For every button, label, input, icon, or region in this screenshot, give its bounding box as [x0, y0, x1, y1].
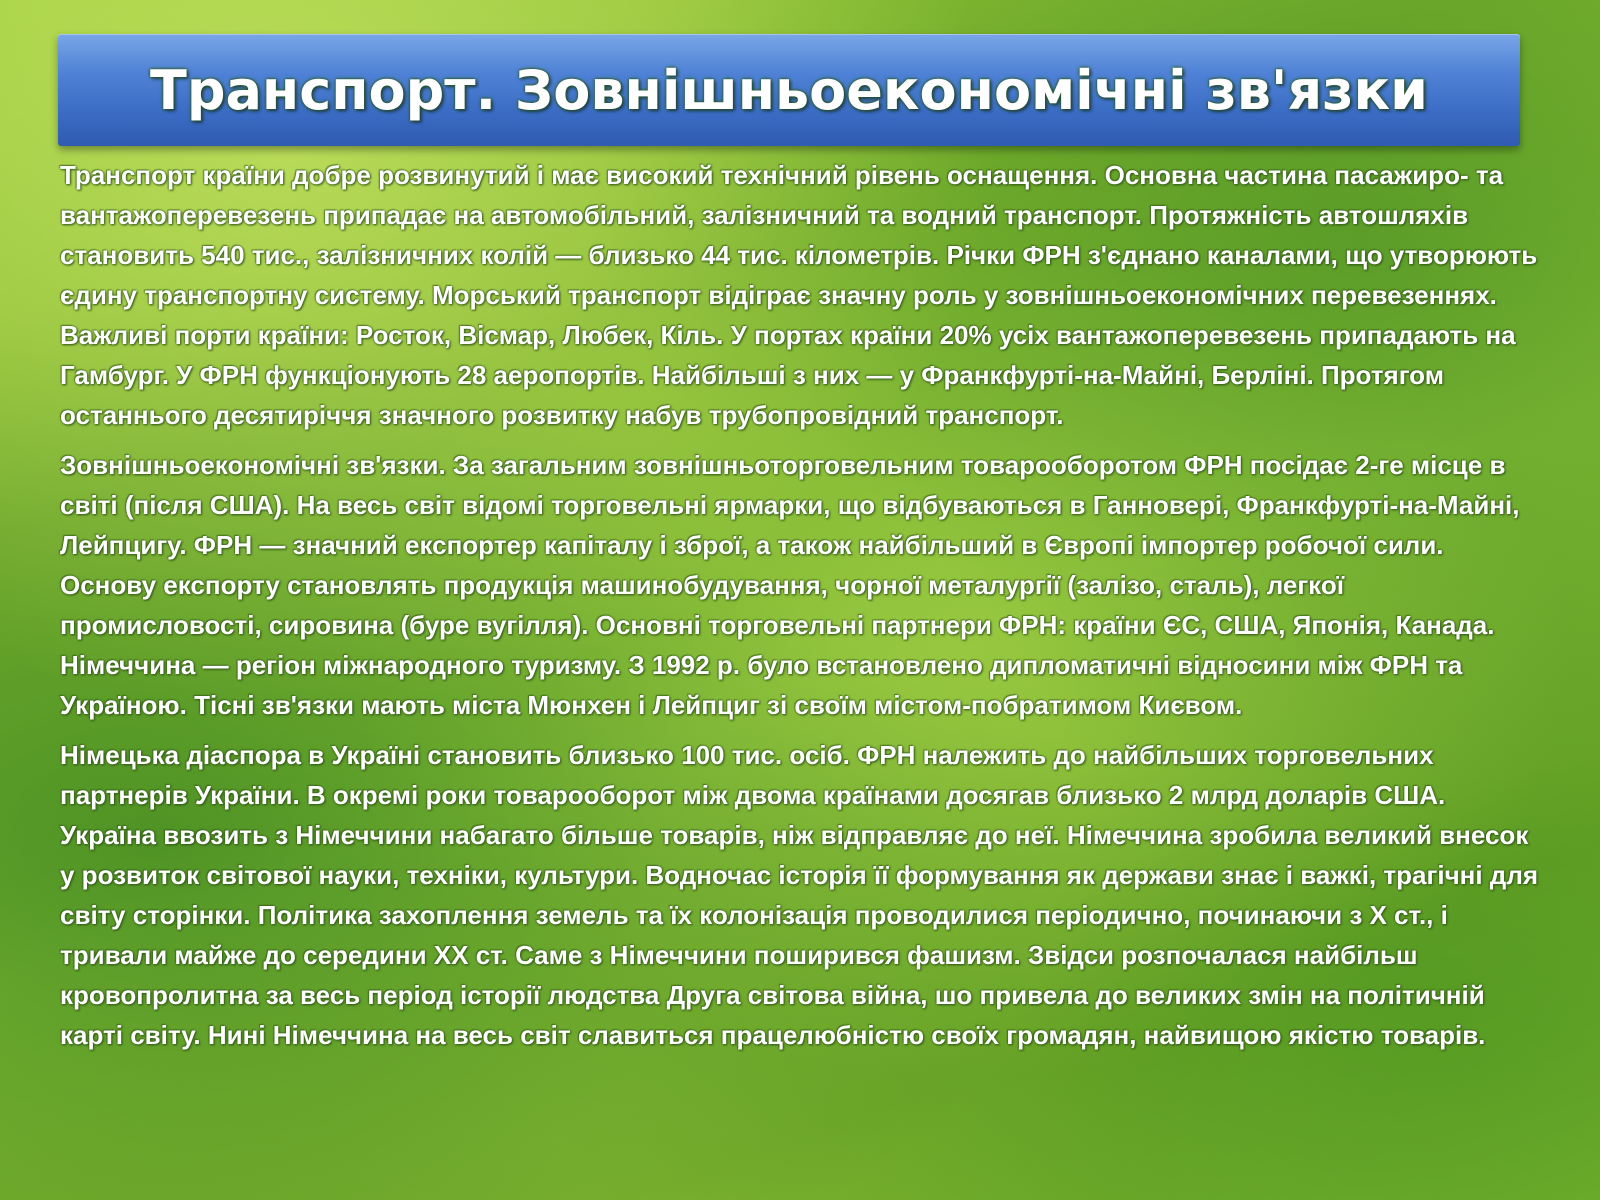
title-banner [58, 34, 1520, 146]
paragraph-foreign-relations: Зовнішньоекономічні зв'язки. За загальним зовнішньоторговельним товарооборотом ФРН посідає 2-ге місце в світі (після США). На весь світ відомі торговельні ярмарки, що відбуваються в Ганновері, Франкфурті-на-Майні, Лейпцигу. ФРН — значний експортер капіталу і зброї, а також найбільший в Європі імпортер робочої сили. Основу експорту становлять продукція машинобудування, чорної металургії (залізо, сталь), легкої промисловості, сировина (буре вугілля). Основні торговельні партнери ФРН: країни ЄС, США, Японія, Канада. Німеччина — регіон міжнародного туризму. З 1992 р. було встановлено дипломатичні відносини між ФРН та Україною. Тісні зв'язки мають міста Мюнхен і Лейпциг зі своїм містом-побратимом Києвом. [60, 450, 1520, 720]
slide-title: Транспорт. Зовнішньоекономічні зв'язки [149, 58, 1429, 122]
slide-body [60, 155, 1540, 1065]
paragraph-ukraine-germany: Німецька діаспора в Україні становить близько 100 тис. осіб. ФРН належить до найбільших торговельних партнерів України. В окремі роки товарооборот між двома країнами досягав близько 2 млрд доларів США. Україна ввозить з Німеччини набагато більше товарів, ніж відправляє до неї. Німеччина зробила великий внесок у розвиток світової науки, техніки, культури. Водночас історія її формування як держави знає і важкі, трагічні для світу сторінки. Політика захоплення земель та їх колонізація проводилися періодично, починаючи з X ст., і тривали майже до середини XX ст. Саме з Німеччини поширився фашизм. Звідси розпочалася найбільш кровопролитна за весь період історії людства Друга світова війна, шо привела до великих змін на політичній карті світу. Нині Німеччина на весь світ славиться працелюбністю своїх громадян, найвищою якістю товарів. [60, 740, 1539, 1050]
paragraph-transport: Транспорт країни добре розвинутий і має високий технічний рівень оснащення. Основна частина пасажиро- та вантажоперевезень припадає на автомобільний, залізничний та водний транспорт. Протяжність автошляхів становить 540 тис., залізничних колій — близько 44 тис. кілометрів. Річки ФРН з'єднано каналами, що утворюють єдину транспортну систему. Морський транспорт відіграє значну роль у зовнішньоекономічних перевезеннях. Важливі порти країни: Росток, Вісмар, Любек, Кіль. У портах країни 20% усіх вантажоперевезень припадають на Гамбург. У ФРН функціонують 28 аеропортів. Найбільші з них — у Франкфурті-на-Майні, Берліні. Протягом останнього десятиріччя значного розвитку набув трубопровідний транспорт. [60, 160, 1538, 430]
